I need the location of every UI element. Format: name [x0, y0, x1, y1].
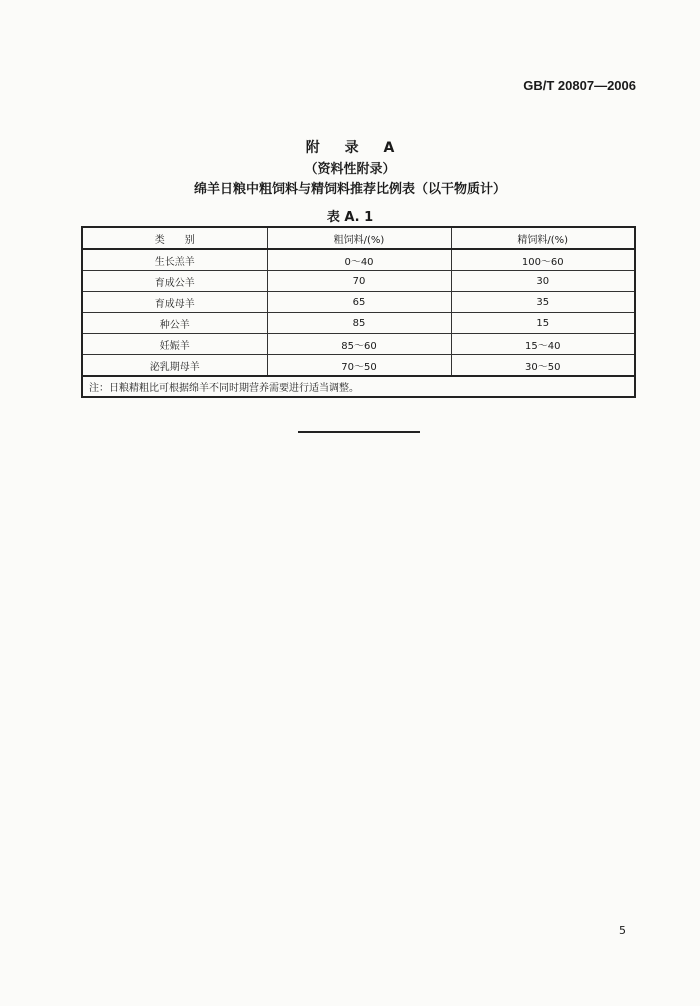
- cell-roughage: 65: [267, 292, 451, 313]
- cell-category: 育成母羊: [82, 292, 267, 313]
- table-row: [82, 313, 635, 334]
- cell-concentrate: 15～40: [451, 334, 635, 355]
- table-header-row: [82, 227, 635, 249]
- table-row: [82, 355, 635, 377]
- ratio-table: [81, 226, 636, 398]
- cell-roughage: 70: [267, 271, 451, 292]
- cell-category: 育成公羊: [82, 271, 267, 292]
- cell-category: 妊娠羊: [82, 334, 267, 355]
- cell-category: 泌乳期母羊: [82, 355, 267, 377]
- cell-concentrate: 100～60: [451, 249, 635, 271]
- annex-title: 附 录 A: [305, 140, 405, 156]
- header-concentrate: 精饲料/(%): [451, 227, 635, 249]
- ratio-table-container: [81, 226, 634, 398]
- cell-roughage: 0～40: [267, 249, 451, 271]
- cell-roughage: 85: [267, 313, 451, 334]
- header-category: 类 别: [82, 227, 267, 249]
- cell-category: 生长羔羊: [82, 249, 267, 271]
- table-caption: 表 A. 1: [326, 210, 374, 225]
- header-roughage: 粗饲料/(%): [267, 227, 451, 249]
- annex-heading: 绵羊日粮中粗饲料与精饲料推荐比例表（以干物质计）: [193, 182, 506, 197]
- standard-code: GB/T 20807—2006: [523, 78, 636, 93]
- table-note-row: [82, 376, 635, 397]
- cell-roughage: 70～50: [267, 355, 451, 377]
- annex-type: （资料性附录）: [304, 162, 396, 177]
- cell-concentrate: 15: [451, 313, 635, 334]
- table-row: [82, 271, 635, 292]
- table-note: 注：日粮精粗比可根据绵羊不同时期营养需要进行适当调整。: [82, 376, 635, 397]
- table-row: [82, 292, 635, 313]
- cell-roughage: 85～60: [267, 334, 451, 355]
- cell-concentrate: 30: [451, 271, 635, 292]
- end-rule-divider: [298, 431, 420, 433]
- page-number: 5: [619, 924, 626, 937]
- cell-concentrate: 35: [451, 292, 635, 313]
- table-row: [82, 249, 635, 271]
- table-row: [82, 334, 635, 355]
- cell-category: 种公羊: [82, 313, 267, 334]
- cell-concentrate: 30～50: [451, 355, 635, 377]
